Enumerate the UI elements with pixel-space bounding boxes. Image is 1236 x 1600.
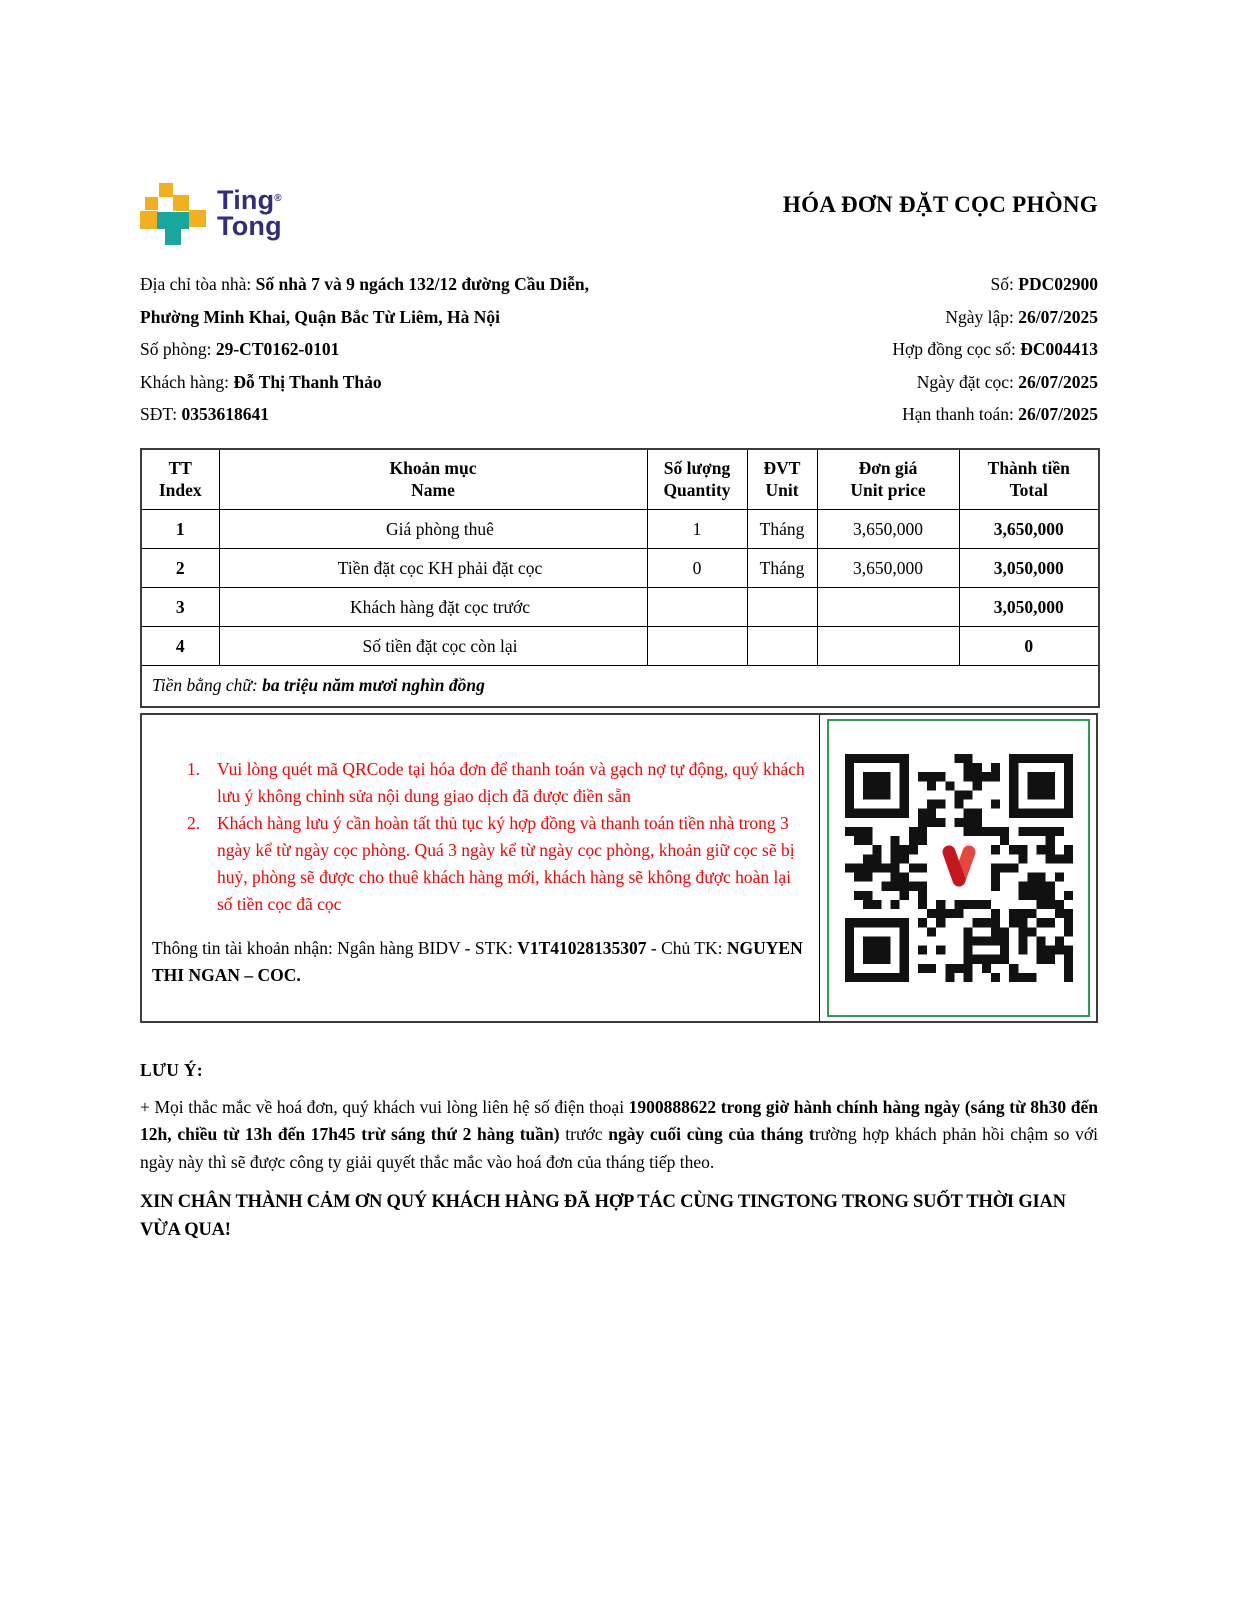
list-item: 2. Khách hàng lưu ý cần hoàn tất thủ tục ký hợp đồng và thanh toán tiền nhà trong 3 ngày kể từ ngày cọc phòng. Quá 3 ngày kể từ ngày cọc phòng, khoản giữ cọc sẽ bị huỷ, phòng sẽ được cho thuê khách hàng mới, khách hàng sẽ không được hoàn lại số tiền cọc đã cọc xyxy=(187,812,795,914)
amount-in-words-row xyxy=(141,666,1099,707)
logo-word-ting: Ting xyxy=(217,185,275,215)
remark-heading: LƯU Ý: xyxy=(140,1059,203,1080)
invoice-info xyxy=(140,268,1098,431)
payment-due-date: Hạn thanh toán: 26/07/2025 xyxy=(902,404,1098,424)
page-title: HÓA ĐƠN ĐẶT CỌC PHÒNG xyxy=(782,192,1098,217)
info-left xyxy=(140,268,700,431)
table-row: 1 Giá phòng thuê 1 Tháng 3,650,000 3,650,000 xyxy=(141,510,1099,549)
deposit-contract-number: Hợp đồng cọc số: ĐC004413 xyxy=(892,339,1098,359)
vietqr-v-icon xyxy=(931,840,987,896)
receiving-account-info: Thông tin tài khoản nhận: Ngân hàng BIDV - STK: V1T41028135307 - Chủ TK: NGUYEN THI NGAN – COC. xyxy=(152,937,803,985)
account-number: V1T41028135307 xyxy=(517,937,647,958)
col-header-quantity: Số lượng Quantity xyxy=(647,449,747,510)
account-holder: NGUYEN THI NGAN – COC. xyxy=(152,937,803,985)
invoice-number: Số: PDC02900 xyxy=(990,274,1098,294)
table-row: 4 Số tiền đặt cọc còn lại 0 xyxy=(141,627,1099,666)
issue-date: Ngày lập: 26/07/2025 xyxy=(945,306,1098,327)
customer-phone: SĐT: 0353618641 xyxy=(140,404,269,424)
header xyxy=(140,183,1098,245)
remark-paragraph: + Mọi thắc mắc về hoá đơn, quý khách vui lòng liên hệ số điện thoại 1900888622 trong giờ hành chính hàng ngày (sáng từ 8h30 đến 12h, chiều từ 13h đến 17h45 trừ sáng thứ 2 hàng tuần) trước ngày cuối cùng của tháng trường hợp khách phản hồi chậm so với ngày này thì sẽ được công ty giải quyết thắc mắc vào hoá đơn của tháng tiếp theo. xyxy=(140,1096,1098,1172)
info-right xyxy=(718,268,1098,431)
hotline-number: 1900888622 trong giờ hành chính hàng ngày (sáng từ 8h30 đến 12h, chiều từ 13h đến 17h45 trừ sáng thứ 2 hàng tuần) xyxy=(140,1096,1098,1144)
items-table xyxy=(140,448,1100,708)
col-header-name: Khoản mục Name xyxy=(219,449,647,510)
registered-mark: ® xyxy=(274,193,282,204)
building-address-line1: Địa chỉ tòa nhà: Số nhà 7 và 9 ngách 132/12 đường Cầu Diễn, xyxy=(140,274,589,294)
thank-you-message: XIN CHÂN THÀNH CẢM ƠN QUÝ KHÁCH HÀNG ĐÃ HỢP TÁC CÙNG TINGTONG TRONG SUỐT THỜI GIAN VỪA QUA! xyxy=(140,1192,1066,1240)
tingtong-logo-text xyxy=(217,186,282,239)
table-header-row xyxy=(141,449,1099,510)
logo-word-tong: Tong xyxy=(217,211,282,241)
payment-notes-list xyxy=(152,756,805,918)
notes-cell xyxy=(142,715,820,1021)
table-row: 2 Tiền đặt cọc KH phải đặt cọc 0 Tháng 3,650,000 3,050,000 xyxy=(141,549,1099,588)
col-header-total: Thành tiền Total xyxy=(959,449,1099,510)
list-item: 1. Vui lòng quét mã QRCode tại hóa đơn để thanh toán và gạch nợ tự động, quý khách lưu ý không chỉnh sửa nội dung giao dịch đã được điền sẵn xyxy=(187,758,805,806)
col-header-index: TT Index xyxy=(141,449,219,510)
table-row: 3 Khách hàng đặt cọc trước 3,050,000 xyxy=(141,588,1099,627)
payment-qr-code xyxy=(845,754,1073,982)
building-address-line2: Phường Minh Khai, Quận Bắc Từ Liêm, Hà Nội xyxy=(140,306,501,327)
col-header-unit: ĐVT Unit xyxy=(747,449,817,510)
room-number: Số phòng: 29-CT0162-0101 xyxy=(140,339,340,359)
amount-in-words-value: ba triệu năm mươi nghìn đồng xyxy=(262,675,485,696)
col-header-unit-price: Đơn giá Unit price xyxy=(817,449,959,510)
invoice-content xyxy=(140,183,1098,1244)
qr-green-frame xyxy=(827,719,1090,1017)
amount-in-words-label: Tiền bằng chữ: xyxy=(152,675,263,696)
qr-cell xyxy=(820,715,1096,1021)
notes-and-qr-box xyxy=(140,713,1098,1023)
deposit-date: Ngày đặt cọc: 26/07/2025 xyxy=(916,371,1098,392)
customer-name: Khách hàng: Đỗ Thị Thanh Thảo xyxy=(140,371,382,392)
tingtong-pixel-arrow-icon xyxy=(140,183,206,245)
tingtong-logo xyxy=(140,183,282,245)
